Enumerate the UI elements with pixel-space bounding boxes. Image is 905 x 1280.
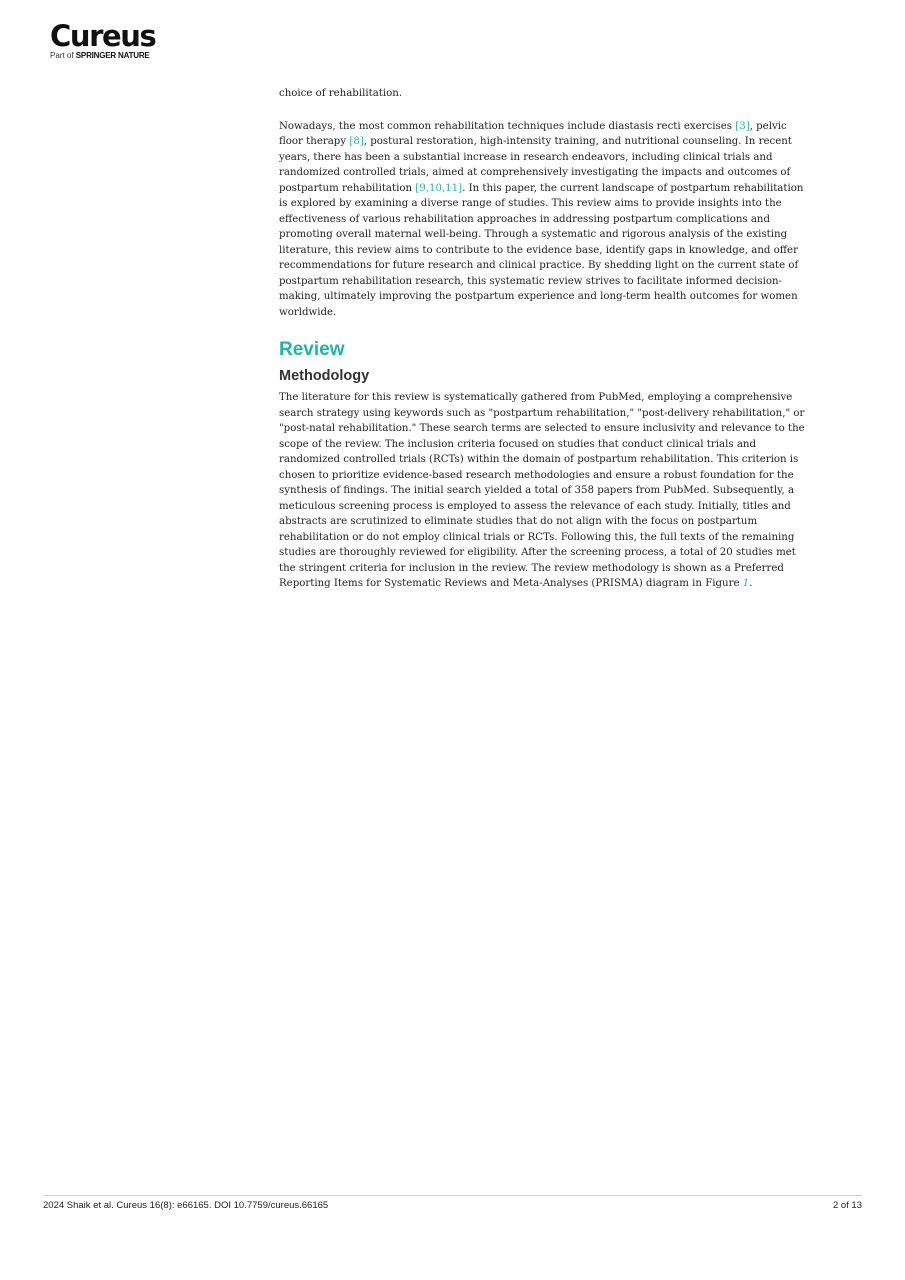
text-run: , postural restoration, high-intensity training, and nutritional counseling. In recent years, there has been a substantial increase in research endeavors, including clinical trials and randomized controlled trials, aimed at comprehensively investigating the impacts and outcomes of postpartum rehabilitation: [279, 136, 792, 194]
text-run: The literature for this review is systematically gathered from PubMed, employing a comprehensive search strategy using keywords such as "postpartum rehabilitation," "post-delivery rehabilitation," or "post-natal rehabilitation." These search terms are selected to ensure inclusivity and relevance to the scope of the review. The inclusion criteria focused on studies that conduct clinical trials and randomized controlled trials (RCTs) within the domain of postpartum rehabilitation. This criterion is chosen to prioritize evidence-based research methodologies and ensure a robust foundation for the synthesis of findings. The initial search yielded a total of 358 papers from PubMed. Subsequently, a meticulous screening process is employed to assess the relevance of each study. Initially, titles and abstracts are scrutinized to eliminate studies that do not align with the focus on postpartum rehabilitation or do not employ clinical trials or RCTs. Following this, the full texts of the remaining studies are thoroughly reviewed for eligibility. After the screening process, a total of 20 studies met the stringent criteria for inclusion in the review. The review methodology is shown as a Preferred Reporting Items for Systematic Reviews and Meta-Analyses (PRISMA) diagram in Figure: [279, 392, 805, 589]
cureus-logo: [50, 20, 160, 61]
article-body: [279, 86, 809, 592]
figure-link[interactable]: 1: [742, 578, 750, 589]
subsection-heading-methodology: Methodology: [279, 368, 370, 384]
logo-tagline-brand: SPRINGER NATURE: [75, 51, 150, 60]
page-number: 2 of 13: [832, 1200, 862, 1211]
logo-wordmark: Cureus: [50, 19, 156, 53]
paragraph-continuation: choice of rehabilitation.: [279, 88, 403, 99]
text-run: .: [749, 578, 753, 589]
text-run: . In this paper, the current landscape of postpartum rehabilitation is explored by examining a diverse range of studies. This review aims to provide insights into the effectiveness of various rehabilitation approaches in addressing postpartum complications and promoting overall maternal well-being. Through a systematic and rigorous analysis of the existing literature, this review aims to contribute to the evidence base, identify gaps in knowledge, and offer recommendations for future research and clinical practice. By shedding light on the current state of postpartum rehabilitation research, this systematic review strives to facilitate informed decision-making, ultimately improving the postpartum experience and long-term health outcomes for women worldwide.: [279, 182, 804, 318]
section-heading-review: Review: [279, 339, 345, 360]
footer-citation: 2024 Shaik et al. Cureus 16(8): e66165. DOI 10.7759/cureus.66165: [43, 1200, 329, 1211]
logo-tagline: [50, 51, 160, 61]
citation-link[interactable]: [9,10,11]: [415, 182, 463, 194]
paragraph-methodology: [279, 390, 809, 592]
text-run: Nowadays, the most common rehabilitation techniques include diastasis recti exercises: [279, 120, 736, 132]
citation-link[interactable]: [3]: [735, 120, 750, 132]
text-run: , pelvic floor therapy: [279, 120, 787, 147]
citation-link[interactable]: [8]: [349, 136, 364, 147]
footer-divider: [43, 1195, 862, 1196]
paragraph-introduction: [279, 119, 809, 321]
logo-tagline-prefix: Part of: [50, 51, 76, 60]
